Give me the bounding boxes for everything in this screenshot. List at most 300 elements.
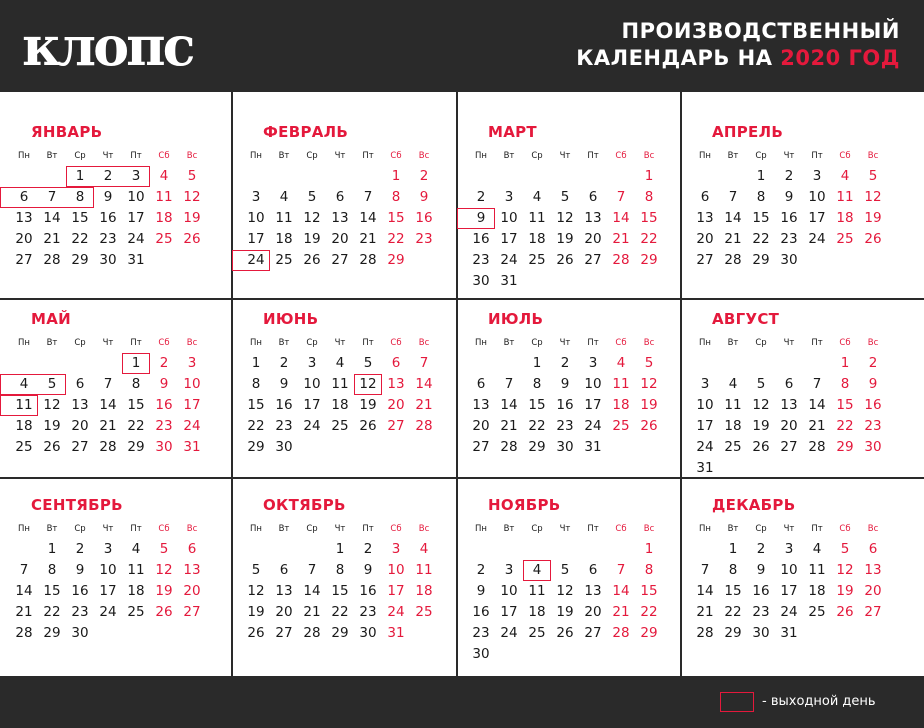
- day-cell: 11: [612, 376, 630, 392]
- day-cell: 16: [99, 210, 117, 226]
- day-cell: 14: [612, 583, 630, 599]
- day-cell: 11: [836, 189, 854, 205]
- day-cell: 21: [359, 231, 377, 247]
- day-cell: 4: [131, 541, 141, 557]
- day-cell: 26: [752, 439, 770, 455]
- day-cell: 12: [556, 210, 574, 226]
- day-cell: 10: [303, 376, 321, 392]
- day-cell: 12: [303, 210, 321, 226]
- day-cell-holiday: 4: [19, 376, 29, 392]
- day-cell: 7: [307, 562, 317, 578]
- weekday-label: Пн: [18, 151, 30, 161]
- day-cell: 5: [363, 355, 373, 371]
- day-cell: 29: [387, 252, 405, 268]
- day-cell: 17: [99, 583, 117, 599]
- day-cell: 29: [752, 252, 770, 268]
- header: [0, 0, 924, 92]
- day-cell: 14: [99, 397, 117, 413]
- day-cell: 20: [71, 418, 89, 434]
- weekday-label: Вт: [503, 151, 515, 161]
- day-cell: 3: [784, 541, 794, 557]
- day-cell: 9: [476, 583, 486, 599]
- day-cell: 2: [868, 355, 878, 371]
- day-cell: 19: [359, 397, 377, 413]
- weekday-label: Вс: [867, 151, 879, 161]
- day-cell: 28: [43, 252, 61, 268]
- day-cell: 16: [275, 397, 293, 413]
- day-cell: 23: [556, 418, 574, 434]
- day-cell-holiday: 1: [75, 168, 85, 184]
- weekday-label: Сб: [615, 524, 627, 534]
- weekday-label: Вс: [867, 524, 879, 534]
- day-cell: 5: [840, 541, 850, 557]
- month-block: [232, 122, 456, 292]
- weekday-label: Чт: [102, 338, 114, 348]
- day-cell: 4: [616, 355, 626, 371]
- day-cell: 30: [556, 439, 574, 455]
- holiday-highlight: [0, 374, 66, 395]
- day-cell: 19: [155, 583, 173, 599]
- day-cell: 18: [528, 231, 546, 247]
- day-cell: 23: [275, 418, 293, 434]
- weekday-label: Пт: [130, 338, 142, 348]
- day-cell: 18: [724, 418, 742, 434]
- weekday-label: Пт: [811, 151, 823, 161]
- day-cell: 7: [700, 562, 710, 578]
- day-cell: 29: [640, 625, 658, 641]
- weekday-label: Чт: [102, 151, 114, 161]
- day-cell: 23: [359, 604, 377, 620]
- day-cell: 16: [71, 583, 89, 599]
- month-name: ИЮНЬ: [263, 310, 319, 328]
- day-cell: 20: [275, 604, 293, 620]
- day-cell: 10: [808, 189, 826, 205]
- day-cell: 26: [303, 252, 321, 268]
- holiday-highlight: [122, 353, 150, 374]
- day-cell: 24: [584, 418, 602, 434]
- day-cell: 21: [15, 604, 33, 620]
- holiday-highlight: [66, 166, 150, 187]
- day-cell: 27: [71, 439, 89, 455]
- day-cell: 28: [359, 252, 377, 268]
- day-cell: 12: [155, 562, 173, 578]
- day-cell: 22: [331, 604, 349, 620]
- day-cell: 24: [303, 418, 321, 434]
- weekday-label: Чт: [334, 338, 346, 348]
- month-block: [681, 495, 905, 665]
- day-cell: 11: [127, 562, 145, 578]
- day-cell: 30: [780, 252, 798, 268]
- day-cell: 13: [864, 562, 882, 578]
- month-name: АВГУСТ: [712, 310, 780, 328]
- day-cell: 9: [363, 562, 373, 578]
- day-cell: 13: [584, 210, 602, 226]
- day-cell: 7: [363, 189, 373, 205]
- day-cell: 18: [836, 210, 854, 226]
- month-block: [457, 495, 681, 665]
- month-name: ФЕВРАЛЬ: [263, 123, 349, 141]
- day-cell: 13: [696, 210, 714, 226]
- logo: клопс: [22, 14, 193, 78]
- day-cell: 25: [155, 231, 173, 247]
- day-cell: 20: [696, 231, 714, 247]
- weekday-label: Сб: [158, 524, 170, 534]
- footer: [0, 676, 924, 728]
- day-cell: 13: [331, 210, 349, 226]
- day-cell: 19: [836, 583, 854, 599]
- day-cell-holiday: 24: [247, 252, 265, 268]
- day-cell: 12: [640, 376, 658, 392]
- day-cell: 31: [584, 439, 602, 455]
- day-cell-holiday: 12: [359, 376, 377, 392]
- weekday-label: Вс: [643, 524, 655, 534]
- weekday-label: Пн: [250, 524, 262, 534]
- day-cell: 1: [840, 355, 850, 371]
- day-cell: 6: [868, 541, 878, 557]
- weekday-label: Ср: [531, 151, 543, 161]
- weekday-label: Пт: [130, 151, 142, 161]
- day-cell: 25: [15, 439, 33, 455]
- month-block: [0, 495, 224, 665]
- day-cell: 22: [43, 604, 61, 620]
- day-cell: 28: [303, 625, 321, 641]
- day-cell: 3: [588, 355, 598, 371]
- day-cell: 10: [127, 189, 145, 205]
- day-cell: 26: [864, 231, 882, 247]
- day-cell: 20: [584, 604, 602, 620]
- day-cell: 1: [644, 541, 654, 557]
- day-cell: 19: [640, 397, 658, 413]
- day-cell: 9: [279, 376, 289, 392]
- day-cell: 17: [696, 418, 714, 434]
- day-cell: 24: [780, 604, 798, 620]
- holiday-highlight: [523, 560, 551, 581]
- day-cell: 15: [640, 583, 658, 599]
- weekday-header: [232, 336, 456, 350]
- day-cell: 30: [472, 273, 490, 289]
- day-cell: 25: [331, 418, 349, 434]
- day-cell: 14: [724, 210, 742, 226]
- weekday-label: Чт: [783, 151, 795, 161]
- day-cell: 8: [131, 376, 141, 392]
- weekday-label: Ср: [306, 524, 318, 534]
- holiday-highlight: [0, 187, 94, 208]
- day-cell: 9: [784, 189, 794, 205]
- day-cell: 1: [532, 355, 542, 371]
- day-cell: 2: [784, 168, 794, 184]
- day-cell: 4: [812, 541, 822, 557]
- day-cell: 24: [808, 231, 826, 247]
- month-block: [0, 122, 224, 292]
- day-cell: 1: [391, 168, 401, 184]
- day-cell: 3: [812, 168, 822, 184]
- weekday-label: Вт: [727, 151, 739, 161]
- month-name: МАЙ: [31, 310, 71, 328]
- weekday-label: Пн: [18, 524, 30, 534]
- month-block: [681, 309, 905, 479]
- day-cell: 11: [724, 397, 742, 413]
- weekday-label: Пт: [362, 338, 374, 348]
- month-name: ДЕКАБРЬ: [712, 496, 796, 514]
- weekday-label: Сб: [390, 338, 402, 348]
- day-cell: 31: [127, 252, 145, 268]
- weekday-header: [681, 336, 905, 350]
- day-cell: 18: [127, 583, 145, 599]
- day-cell: 27: [864, 604, 882, 620]
- weekday-label: Вс: [186, 524, 198, 534]
- month-block: [457, 122, 681, 292]
- day-cell: 4: [840, 168, 850, 184]
- day-cell: 18: [808, 583, 826, 599]
- weekday-label: Чт: [102, 524, 114, 534]
- weekday-label: Вс: [186, 338, 198, 348]
- day-cell: 17: [808, 210, 826, 226]
- day-cell: 14: [696, 583, 714, 599]
- day-cell: 21: [43, 231, 61, 247]
- weekday-label: Вс: [418, 151, 430, 161]
- day-cell: 6: [588, 562, 598, 578]
- day-cell: 9: [103, 189, 113, 205]
- day-cell: 19: [43, 418, 61, 434]
- weekday-label: Пт: [587, 151, 599, 161]
- day-cell: 5: [307, 189, 317, 205]
- day-cell: 25: [275, 252, 293, 268]
- day-cell: 22: [528, 418, 546, 434]
- day-cell: 23: [71, 604, 89, 620]
- day-cell: 20: [864, 583, 882, 599]
- day-cell: 7: [19, 562, 29, 578]
- weekday-header: [681, 522, 905, 536]
- day-cell: 12: [43, 397, 61, 413]
- day-cell: 9: [868, 376, 878, 392]
- day-cell: 29: [836, 439, 854, 455]
- day-cell: 3: [504, 562, 514, 578]
- day-cell: 10: [99, 562, 117, 578]
- day-cell: 26: [247, 625, 265, 641]
- day-cell: 19: [183, 210, 201, 226]
- day-cell: 7: [103, 376, 113, 392]
- day-cell: 13: [780, 397, 798, 413]
- month-name: СЕНТЯБРЬ: [31, 496, 123, 514]
- weekday-label: Вт: [727, 524, 739, 534]
- weekday-header: [232, 149, 456, 163]
- weekday-label: Пт: [587, 338, 599, 348]
- day-cell: 4: [728, 376, 738, 392]
- day-cell: 27: [183, 604, 201, 620]
- day-cell: 9: [75, 562, 85, 578]
- day-cell: 29: [640, 252, 658, 268]
- day-cell: 12: [864, 189, 882, 205]
- weekday-label: Вс: [867, 338, 879, 348]
- weekday-label: Вт: [503, 524, 515, 534]
- weekday-label: Пт: [130, 524, 142, 534]
- legend-text: - выходной день: [762, 694, 876, 709]
- day-cell: 2: [476, 562, 486, 578]
- day-cell: 31: [780, 625, 798, 641]
- day-cell: 18: [275, 231, 293, 247]
- day-cell: 1: [756, 168, 766, 184]
- day-cell: 11: [155, 189, 173, 205]
- title-line-2: [576, 45, 900, 72]
- title-line-1: ПРОИЗВОДСТВЕННЫЙ: [621, 19, 900, 43]
- day-cell: 29: [127, 439, 145, 455]
- day-cell: 27: [331, 252, 349, 268]
- day-cell-holiday: 9: [476, 210, 486, 226]
- day-cell: 24: [500, 252, 518, 268]
- day-cell: 25: [724, 439, 742, 455]
- day-cell: 2: [159, 355, 169, 371]
- day-cell: 15: [752, 210, 770, 226]
- day-cell-holiday: 6: [19, 189, 29, 205]
- day-cell: 22: [752, 231, 770, 247]
- day-cell: 25: [612, 418, 630, 434]
- day-cell: 19: [864, 210, 882, 226]
- weekday-label: Вт: [46, 151, 58, 161]
- weekday-label: Пн: [475, 524, 487, 534]
- day-cell: 7: [616, 562, 626, 578]
- day-cell: 2: [419, 168, 429, 184]
- day-cell: 4: [532, 189, 542, 205]
- weekday-header: [232, 522, 456, 536]
- day-cell: 14: [500, 397, 518, 413]
- day-cell: 25: [836, 231, 854, 247]
- weekday-label: Пт: [587, 524, 599, 534]
- day-cell: 6: [700, 189, 710, 205]
- day-cell: 27: [584, 252, 602, 268]
- weekday-header: [0, 522, 224, 536]
- day-cell: 10: [696, 397, 714, 413]
- weekday-label: Сб: [390, 524, 402, 534]
- day-cell: 9: [419, 189, 429, 205]
- weekday-label: Вт: [278, 524, 290, 534]
- day-cell: 13: [71, 397, 89, 413]
- month-name: ИЮЛЬ: [488, 310, 544, 328]
- month-name: ЯНВАРЬ: [31, 123, 103, 141]
- day-cell: 11: [808, 562, 826, 578]
- day-cell: 18: [612, 397, 630, 413]
- day-cell: 8: [532, 376, 542, 392]
- day-cell: 8: [391, 189, 401, 205]
- day-cell: 2: [75, 541, 85, 557]
- day-cell: 27: [696, 252, 714, 268]
- day-cell: 3: [700, 376, 710, 392]
- day-cell: 28: [612, 625, 630, 641]
- day-cell: 6: [784, 376, 794, 392]
- day-cell: 28: [696, 625, 714, 641]
- day-cell: 20: [15, 231, 33, 247]
- day-cell: 16: [864, 397, 882, 413]
- day-cell: 2: [476, 189, 486, 205]
- day-cell: 11: [331, 376, 349, 392]
- day-cell: 7: [504, 376, 514, 392]
- day-cell: 27: [387, 418, 405, 434]
- day-cell: 30: [275, 439, 293, 455]
- day-cell: 17: [387, 583, 405, 599]
- day-cell: 8: [756, 189, 766, 205]
- weekday-label: Пн: [250, 151, 262, 161]
- day-cell: 2: [363, 541, 373, 557]
- weekday-label: Чт: [783, 338, 795, 348]
- day-cell: 16: [472, 231, 490, 247]
- day-cell: 26: [359, 418, 377, 434]
- weekday-label: Сб: [158, 151, 170, 161]
- day-cell: 22: [387, 231, 405, 247]
- day-cell: 17: [127, 210, 145, 226]
- day-cell: 17: [247, 231, 265, 247]
- day-cell: 18: [415, 583, 433, 599]
- weekday-label: Сб: [839, 524, 851, 534]
- day-cell-holiday: 4: [532, 562, 542, 578]
- page-title: [576, 18, 900, 72]
- month-name: АПРЕЛЬ: [712, 123, 784, 141]
- day-cell: 23: [472, 625, 490, 641]
- day-cell: 26: [556, 625, 574, 641]
- day-cell: 15: [528, 397, 546, 413]
- day-cell: 25: [415, 604, 433, 620]
- day-cell: 1: [728, 541, 738, 557]
- day-cell: 22: [640, 604, 658, 620]
- day-cell: 6: [335, 189, 345, 205]
- day-cell: 23: [99, 231, 117, 247]
- day-cell: 15: [247, 397, 265, 413]
- day-cell: 4: [159, 168, 169, 184]
- weekday-label: Вт: [46, 524, 58, 534]
- day-cell: 16: [472, 604, 490, 620]
- weekday-label: Вт: [46, 338, 58, 348]
- day-cell: 12: [752, 397, 770, 413]
- weekday-label: Ср: [531, 338, 543, 348]
- day-cell: 13: [15, 210, 33, 226]
- holiday-highlight: [0, 395, 38, 416]
- day-cell: 10: [500, 210, 518, 226]
- day-cell: 3: [504, 189, 514, 205]
- day-cell: 13: [275, 583, 293, 599]
- day-cell: 6: [187, 541, 197, 557]
- weekday-label: Вс: [418, 524, 430, 534]
- day-cell: 18: [15, 418, 33, 434]
- weekday-label: Пн: [699, 524, 711, 534]
- month-block: [232, 309, 456, 479]
- day-cell: 16: [415, 210, 433, 226]
- day-cell: 9: [159, 376, 169, 392]
- day-cell: 16: [359, 583, 377, 599]
- day-cell: 23: [472, 252, 490, 268]
- weekday-label: Чт: [559, 338, 571, 348]
- day-cell: 7: [728, 189, 738, 205]
- day-cell: 20: [472, 418, 490, 434]
- day-cell: 24: [387, 604, 405, 620]
- day-cell: 8: [644, 189, 654, 205]
- day-cell: 7: [419, 355, 429, 371]
- weekday-label: Ср: [74, 524, 86, 534]
- weekday-label: Ср: [306, 151, 318, 161]
- day-cell: 8: [251, 376, 261, 392]
- day-cell: 17: [500, 231, 518, 247]
- day-cell: 31: [696, 460, 714, 476]
- day-cell: 15: [71, 210, 89, 226]
- day-cell: 10: [500, 583, 518, 599]
- day-cell: 6: [588, 189, 598, 205]
- weekday-label: Сб: [839, 151, 851, 161]
- weekday-label: Пн: [250, 338, 262, 348]
- day-cell: 24: [183, 418, 201, 434]
- weekday-label: Ср: [755, 524, 767, 534]
- day-cell: 15: [127, 397, 145, 413]
- weekday-label: Пт: [362, 524, 374, 534]
- day-cell: 6: [279, 562, 289, 578]
- day-cell: 8: [840, 376, 850, 392]
- day-cell: 21: [99, 418, 117, 434]
